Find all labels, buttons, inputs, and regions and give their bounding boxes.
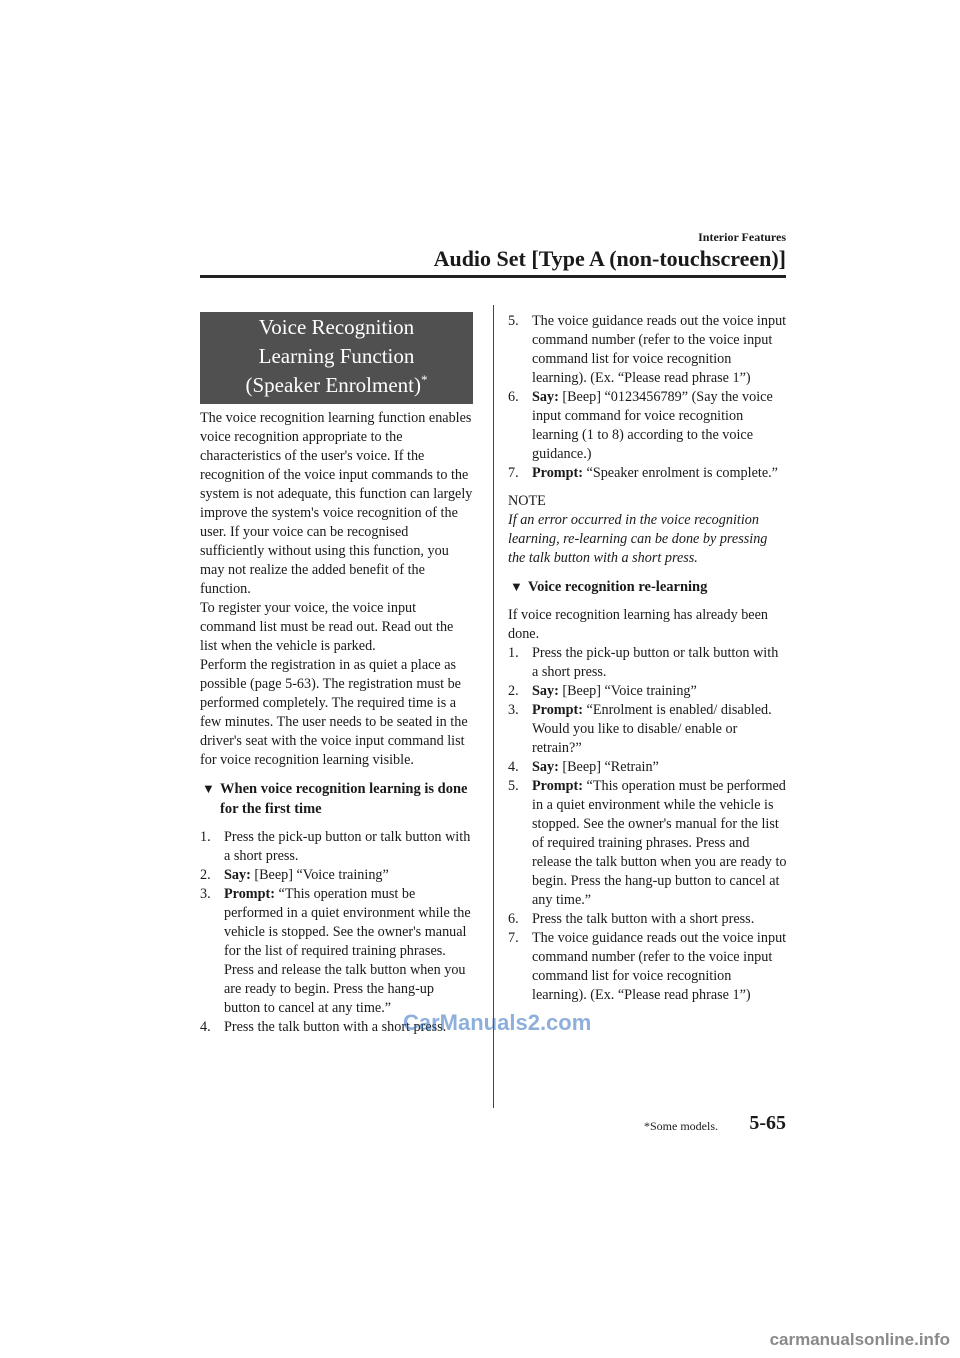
step-number: 5. bbox=[508, 778, 519, 794]
list-item bbox=[200, 866, 473, 885]
list-item bbox=[200, 885, 473, 1018]
step-number: 2. bbox=[508, 683, 519, 699]
list-item bbox=[508, 464, 788, 483]
step-number: 3. bbox=[200, 886, 211, 902]
step-number: 4. bbox=[508, 759, 519, 775]
note-label: NOTE bbox=[508, 493, 546, 509]
step-text: Press the talk button with a short press. bbox=[532, 911, 755, 927]
first-time-steps-part-1 bbox=[200, 828, 473, 1037]
list-item bbox=[508, 312, 788, 388]
relearning-heading-text: Voice recognition re-learning bbox=[528, 579, 708, 595]
step-number: 3. bbox=[508, 702, 519, 718]
step-label: Prompt: bbox=[532, 465, 583, 481]
step-label: Prompt: bbox=[532, 702, 583, 718]
first-time-heading-text: When voice recognition learning is done for the first time bbox=[220, 781, 468, 817]
step-label: Say: bbox=[224, 867, 251, 883]
right-column bbox=[508, 312, 788, 1005]
section-label: Interior Features bbox=[698, 230, 786, 244]
list-item bbox=[508, 701, 788, 758]
intro-paragraph-1: The voice recognition learning function enables voice recognition appropriate to the characteristics of the user's voice. If the recognition of the voice input commands to the system is not adequate, this function can largely improve the system's voice recognition of the user. If your voice can be recognised sufficiently without using this function, you may not realize the added benefit of the function. bbox=[200, 410, 473, 597]
step-label: Prompt: bbox=[532, 778, 583, 794]
section-banner bbox=[200, 312, 473, 404]
list-item bbox=[508, 777, 788, 910]
some-models-footnote: *Some models. bbox=[644, 1119, 718, 1133]
first-time-steps-part-2 bbox=[508, 312, 788, 483]
header-divider bbox=[200, 275, 786, 278]
step-text: [Beep] “Voice training” bbox=[558, 683, 697, 699]
relearning-intro: If voice recognition learning has already been done. bbox=[508, 607, 768, 642]
banner-line-3 bbox=[200, 371, 473, 400]
step-text: “Enrolment is enabled/ disabled. Would you like to disable/ enable or retrain?” bbox=[532, 702, 772, 756]
step-number: 7. bbox=[508, 465, 519, 481]
step-text: [Beep] “Retrain” bbox=[558, 759, 659, 775]
relearning-heading bbox=[508, 577, 788, 597]
banner-line-2: Learning Function bbox=[258, 344, 415, 368]
triangle-bullet-icon: ▼ bbox=[202, 781, 215, 796]
step-text: “This operation must be performed in a quiet environment while the vehicle is stopped. See the owner's manual for the list of required training phrases. Press and release the talk button when you are ready to begin. Press the hang-up button to cancel at any time.” bbox=[532, 778, 787, 908]
step-label: Prompt: bbox=[224, 886, 275, 902]
step-text: The voice guidance reads out the voice input command number (refer to the voice input command list for voice recognition learning). (Ex. “Please read phrase 1”) bbox=[532, 313, 787, 386]
step-number: 2. bbox=[200, 867, 211, 883]
step-number: 4. bbox=[200, 1019, 211, 1035]
list-item bbox=[508, 644, 788, 682]
step-label: Say: bbox=[532, 759, 559, 775]
banner-line-3-text: (Speaker Enrolment) bbox=[245, 373, 422, 397]
step-text: “Speaker enrolment is complete.” bbox=[582, 465, 778, 481]
banner-line-1: Voice Recognition bbox=[258, 315, 415, 339]
step-text: Press the pick-up button or talk button with a short press. bbox=[224, 829, 471, 864]
list-item bbox=[508, 910, 788, 929]
first-time-heading bbox=[200, 779, 473, 819]
page-number: 5-65 bbox=[749, 1112, 786, 1134]
step-number: 7. bbox=[508, 930, 519, 946]
some-models-marker: * bbox=[421, 372, 428, 387]
list-item bbox=[200, 828, 473, 866]
intro-paragraph-3: Perform the registration in as quiet a place as possible (page 5-63). The registration must be performed completely. The required time is a few minutes. The user needs to be seated in the driver's seat with the voice input command list for voice recognition learning visible. bbox=[200, 657, 468, 768]
note-text: If an error occurred in the voice recognition learning, re-learning can be done by pressing the talk button with a short press. bbox=[508, 512, 768, 566]
step-text: The voice guidance reads out the voice input command number (refer to the voice input command list for voice recognition learning). (Ex. “Please read phrase 1”) bbox=[532, 930, 787, 1003]
step-number: 6. bbox=[508, 389, 519, 405]
step-number: 1. bbox=[508, 645, 519, 661]
site-brand: carmanualsonline.info bbox=[769, 1330, 950, 1349]
watermark: CarManuals2.com bbox=[403, 1010, 592, 1035]
step-text: Press the pick-up button or talk button with a short press. bbox=[532, 645, 779, 680]
triangle-bullet-icon: ▼ bbox=[510, 579, 523, 594]
list-item bbox=[508, 388, 788, 464]
column-divider bbox=[493, 305, 494, 1108]
left-column bbox=[200, 312, 473, 1037]
step-text: [Beep] “0123456789” (Say the voice input command for voice recognition learning (1 to 8) according to the voice guidance.) bbox=[532, 389, 773, 462]
step-number: 6. bbox=[508, 911, 519, 927]
step-number: 1. bbox=[200, 829, 211, 845]
step-label: Say: bbox=[532, 389, 559, 405]
step-number: 5. bbox=[508, 313, 519, 329]
list-item bbox=[508, 929, 788, 1005]
step-text: “This operation must be performed in a quiet environment while the vehicle is stopped. See the owner's manual for the list of required training phrases. Press and release the talk button when you are ready to begin. Press the hang-up button to cancel at any time.” bbox=[224, 886, 471, 1016]
step-text: Press the talk button with a short press. bbox=[224, 1019, 447, 1035]
intro-paragraph-2: To register your voice, the voice input command list must be read out. Read out the list when the vehicle is parked. bbox=[200, 600, 454, 654]
relearning-steps bbox=[508, 644, 788, 1005]
list-item bbox=[508, 758, 788, 777]
page-title: Audio Set [Type A (non-touchscreen)] bbox=[433, 246, 786, 271]
list-item bbox=[508, 682, 788, 701]
step-text: [Beep] “Voice training” bbox=[250, 867, 389, 883]
step-label: Say: bbox=[532, 683, 559, 699]
